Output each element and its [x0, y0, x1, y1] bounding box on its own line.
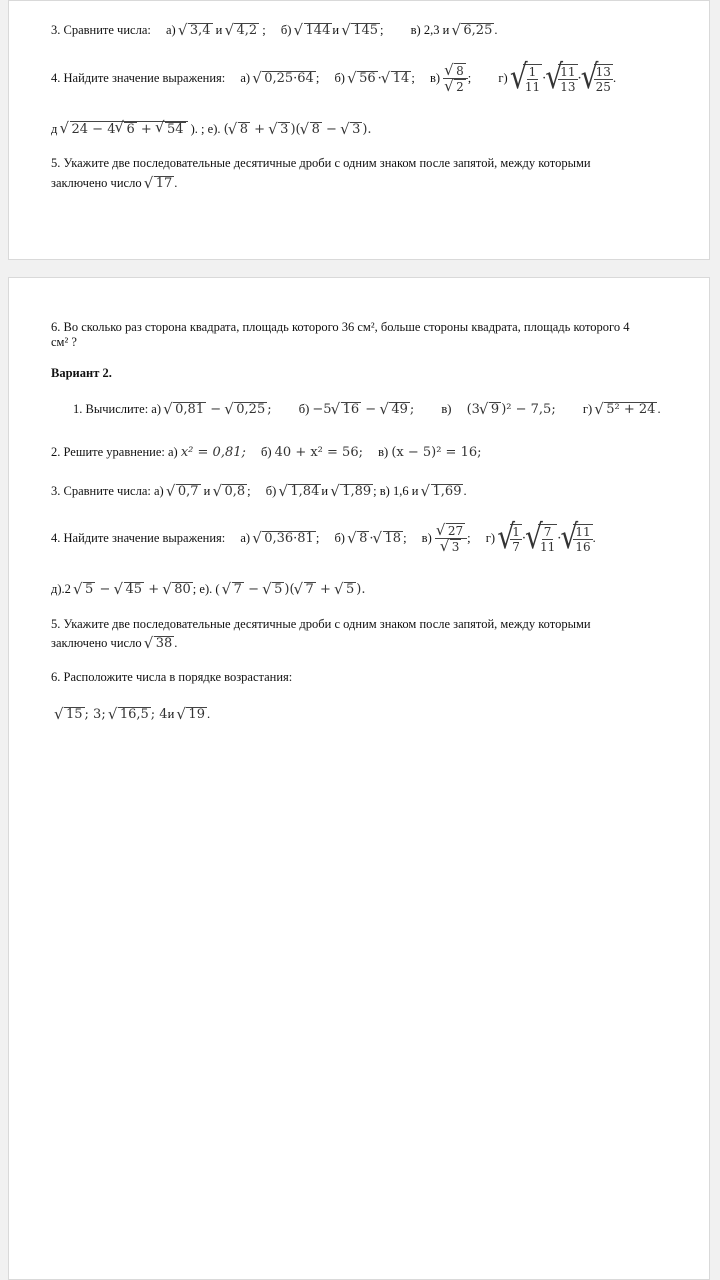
task-label: 4. Найдите значение выражения: — [51, 531, 226, 545]
sqrt-expression: √ 1,84 — [279, 484, 321, 499]
sqrt-expression: √ 0,8 — [213, 484, 247, 499]
expression: (3√ 9 )² − 7,5; — [467, 402, 556, 417]
punct: ; — [467, 71, 472, 85]
sqrt-expression: √ 14 — [382, 71, 412, 86]
separator: ; 4 — [150, 707, 168, 722]
part-c-label: в) 2,3 — [410, 23, 440, 37]
part-b-label: б) — [265, 484, 277, 498]
part-e-label: е). — [207, 122, 221, 136]
task-label: 4. Найдите значение выражения: — [51, 71, 226, 85]
punct: ; — [373, 484, 377, 498]
sqrt-expression: √ 19 — [177, 707, 207, 722]
part-c-label: в) — [421, 531, 432, 545]
punct: ; — [247, 484, 251, 498]
punct: ; — [315, 531, 320, 545]
part-d-label: д — [51, 122, 58, 136]
and-word: и — [332, 23, 340, 37]
fraction: √ 8 √ 2 — [443, 63, 468, 94]
expression: 40 + x² = 56; — [274, 445, 363, 460]
punct: ; — [380, 23, 384, 37]
sqrt-expression: √ 0,7 — [167, 484, 201, 499]
sqrt-expression: √ 16,5 — [109, 707, 151, 722]
task-label: 1. Вычислите: — [73, 402, 149, 416]
v-task-5-line-1: 5. Укажите две последовательные десятичные дроби с одним знаком после запятой, между которыми — [51, 617, 591, 631]
punct: . — [174, 636, 178, 650]
punct: ; — [262, 23, 266, 37]
part-d-label: г) — [498, 71, 508, 85]
and-word: и — [203, 484, 211, 498]
and-word: и — [167, 707, 175, 721]
sqrt-expression: √ 1,69 — [422, 484, 464, 499]
punct: . — [494, 23, 498, 37]
part-a-label: а) — [151, 402, 162, 416]
sqrt-expression: √ 4,2 — [225, 23, 259, 38]
sqrt-expression: √ 0,25·64 — [253, 71, 316, 86]
task-text: заключено число — [51, 176, 142, 190]
task-6-line-2: см² ? — [51, 335, 77, 349]
part-d-label: г) — [485, 531, 496, 545]
v-task-2-line — [51, 445, 482, 460]
part-c-label: в) — [441, 402, 452, 416]
sqrt-expression: √ 6,25 — [452, 23, 494, 38]
part-a-label: а) — [168, 445, 178, 459]
sqrt-expression: √ 145 — [342, 23, 380, 38]
expression: −5√ 16 − √ 49 ; — [312, 402, 414, 417]
part-d-label: д).2 — [51, 582, 71, 596]
sqrt-expression: √ 144 — [295, 23, 333, 38]
v-task-3-line — [51, 484, 467, 499]
sqrt-fraction: √ $\frac{1}{11}$ — [511, 64, 542, 94]
punct: . — [206, 707, 211, 721]
v-task-5-line-2 — [51, 636, 177, 651]
sqrt-fraction: √ $\frac{11}{16}$ — [561, 524, 592, 554]
part-a-label: а) — [153, 484, 164, 498]
part-b-label: б) — [261, 445, 272, 459]
part-c-label: в) — [378, 445, 389, 459]
v-task-4-de-line — [51, 582, 366, 597]
punct: ; — [192, 582, 197, 596]
sqrt-fraction: √ $\frac{11}{13}$ — [546, 64, 577, 94]
expression: (√ 8 + √ 3 )(√ 8 − √ 3 ). — [224, 122, 372, 137]
task-label: 2. Решите уравнение: — [51, 445, 165, 459]
task-text: заключено число — [51, 636, 142, 650]
part-d-label: г) — [582, 402, 593, 416]
part-b-label: б) — [280, 23, 292, 37]
sqrt-expression: √ 1,89 — [331, 484, 373, 499]
expression: √ 0,81 − √ 0,25 ; — [164, 402, 271, 417]
separator: ; 3; — [84, 707, 106, 722]
sqrt-fraction: √ $\frac{13}{25}$ — [582, 64, 613, 94]
task-3-line — [51, 23, 497, 38]
part-a-label: а) — [240, 71, 251, 85]
sqrt-expression: √ 3,4 — [179, 23, 213, 38]
part-b-label: б) — [298, 402, 310, 416]
fraction: √ 27 √ 3 — [435, 523, 467, 554]
part-b-label: б) — [334, 71, 345, 85]
punct: ; — [403, 531, 407, 545]
part-b-label: б) — [334, 531, 345, 545]
and-word: и — [321, 484, 329, 498]
expression: √ 5 − √ 45 + √ 80 — [74, 582, 193, 597]
sqrt-expression: √ 18 — [374, 531, 404, 546]
punct: ; — [467, 531, 471, 545]
sqrt-expression: √ 5² + 24 — [595, 402, 657, 417]
task-5-line-1: 5. Укажите две последовательные десятичные дроби с одним знаком после запятой, между которыми — [51, 156, 591, 170]
page-2 — [8, 277, 710, 1280]
punct: ; — [411, 71, 415, 85]
punct: . — [612, 71, 617, 85]
sqrt-expression: √ 56 — [348, 71, 378, 86]
task-label: 3. Сравните числа: — [51, 23, 151, 37]
task-label: 3. Сравните числа: — [51, 484, 151, 498]
and-word: и — [442, 23, 450, 37]
sqrt-expression: √ 8 — [348, 531, 369, 546]
part-e-label: е). ( — [199, 582, 220, 596]
expression: (x − 5)² = 16; — [391, 445, 482, 460]
variant-heading: Вариант 2. — [51, 366, 112, 380]
punct: . — [463, 484, 467, 498]
punct: ; — [315, 71, 320, 85]
part-c-label: в) — [429, 71, 441, 85]
sqrt-expression: √ 17 — [145, 176, 175, 191]
sqrt-expression: √ 24 − 4√ 6 + √ 54 — [61, 121, 188, 137]
v-task-1-line — [73, 402, 661, 417]
task-6-line-1: 6. Во сколько раз сторона квадрата, площадь которого 36 см², больше стороны квадрата, площадь которого 4 — [51, 320, 630, 334]
v-task-6-numbers — [55, 707, 210, 722]
v-task-6-line: 6. Расположите числа в порядке возрастания: — [51, 670, 293, 684]
punct: . — [174, 176, 178, 190]
task-4-line: 4. Найдите значение выражения: а) √ 0,25·64 ; б) √ 56 ·√ 14 ; в) √ 8 √ 2 ; г) √ $\frac{1}{11}$ · √ $\frac{11}{13}$ · √ $\frac{13}{25}$ . — [51, 63, 616, 94]
sqrt-fraction: √ $\frac{1}{7}$ — [498, 524, 522, 554]
part-a-label: а) — [165, 23, 176, 37]
sqrt-expression: √ 0,36·81 — [253, 531, 316, 546]
page-1 — [8, 0, 710, 260]
and-word: и — [215, 23, 223, 37]
part-a-label: а) — [240, 531, 251, 545]
sqrt-expression: √ 38 — [145, 636, 175, 651]
part-c-label: в) 1,6 и — [379, 484, 419, 498]
punct: . — [657, 402, 661, 416]
expression: √ 7 − √ 5 )(√ 7 + √ 5 ). — [223, 582, 366, 597]
punct: . — [592, 531, 596, 545]
punct: ). ; — [190, 122, 205, 136]
task-5-line-2 — [51, 176, 177, 191]
sqrt-expression: √ 15 — [55, 707, 85, 722]
sqrt-fraction: √ $\frac{7}{11}$ — [526, 524, 557, 554]
task-4-de-line — [51, 121, 372, 137]
expression: x² = 0,81; — [180, 445, 246, 460]
v-task-4-line: 4. Найдите значение выражения: а) √ 0,36·81 ; б) √ 8 ·√ 18 ; в) √ 27 √ 3 ; г) √ $\frac{1}{7}$ · √ $\frac{7}{11}$ · √ $\frac{11}{16}$ . — [51, 523, 596, 554]
